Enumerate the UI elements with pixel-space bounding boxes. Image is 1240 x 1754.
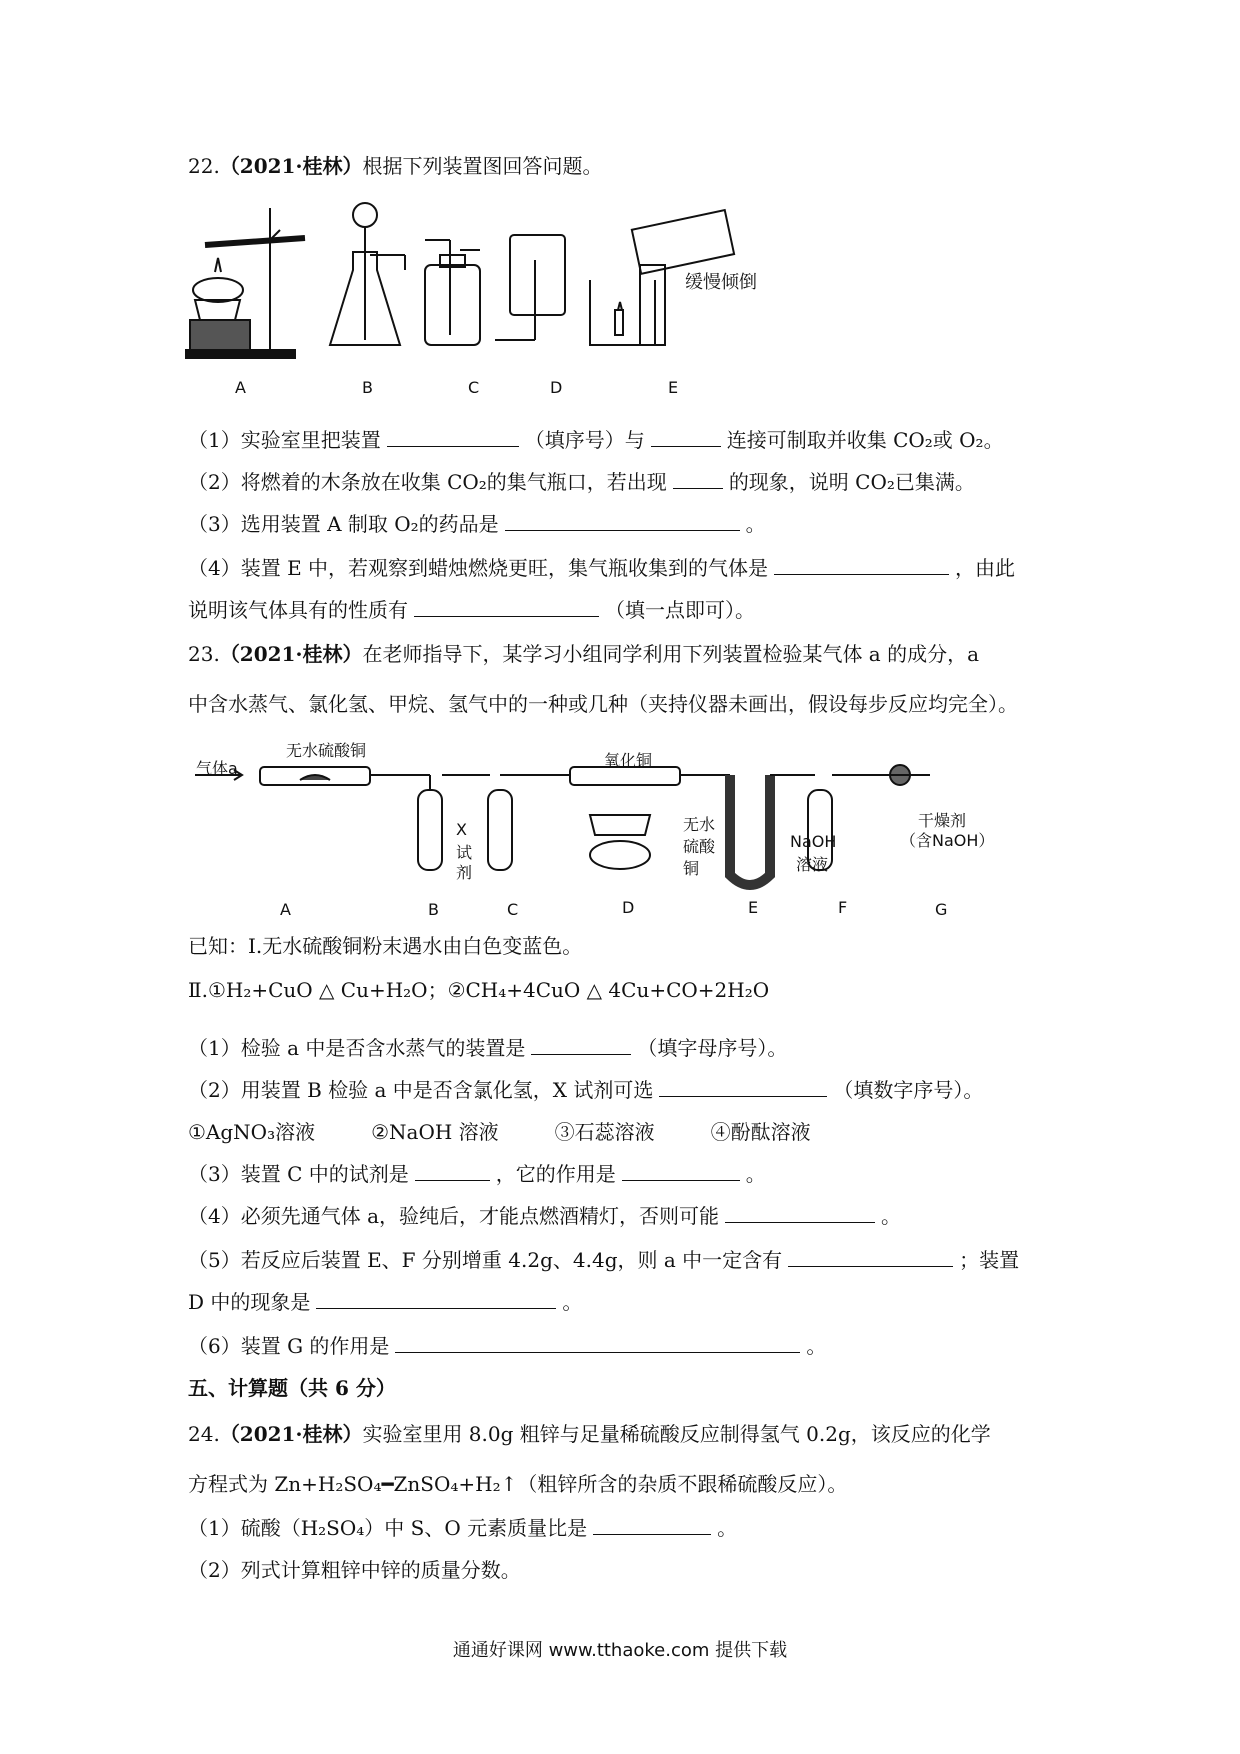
label-e: E [748,898,759,917]
section-heading: 五、计算题（共 6 分） [188,1376,396,1400]
pour-label: 缓慢倾倒 [685,272,757,293]
answer-blank[interactable] [673,468,723,489]
answer-blank[interactable] [316,1288,556,1309]
option-3: ③石蕊溶液 [554,1120,655,1144]
q22-sub3 [188,510,766,538]
app-label-e: E [668,378,679,397]
q23-s6-a: （6）装置 G 的作用是 [188,1334,390,1358]
label-f: F [838,898,848,917]
answer-blank[interactable] [622,1160,740,1181]
q23-s6-b: 。 [806,1334,827,1358]
q23-s4-a: （4）必须先通气体 a，验纯后，才能点燃酒精灯，否则可能 [188,1204,720,1228]
q22-sub4 [188,554,1015,582]
q23-stem [188,640,979,668]
q22-s4-b: ，由此 [955,556,1016,580]
q22-s4-a: （4）装置 E 中，若观察到蜡烛燃烧更旺，集气瓶收集到的气体是 [188,556,769,580]
q22-s2-a: （2）将燃着的木条放在收集 CO₂的集气瓶口，若出现 [188,470,667,494]
apparatus-c [425,240,480,345]
shi-label: 试 [456,843,473,862]
answer-blank[interactable] [505,510,740,531]
answer-blank[interactable] [725,1202,875,1223]
q24-s1-b: 。 [717,1516,738,1540]
q22-stem [188,152,602,180]
q24-stem [188,1420,991,1448]
q23-sub2 [188,1076,983,1104]
answer-blank[interactable] [531,1034,631,1055]
answer-blank[interactable] [774,554,949,575]
e-label3: 铜 [683,859,700,878]
answer-blank[interactable] [387,426,519,447]
option-2: ②NaOH 溶液 [371,1120,499,1144]
label-b: B [428,900,439,919]
q23-s2-b: （填数字序号）。 [833,1078,984,1102]
app-label-a: A [235,378,246,397]
answer-blank[interactable] [593,1514,711,1535]
q23-stem-cont: 中含水蒸气、氯化氢、甲烷、氢气中的一种或几种（夹持仪器未画出，假设每步反应均完全）。 [188,692,1018,716]
q23-source: （2021·桂林） [219,642,363,666]
q23-s5-c: D 中的现象是 [188,1290,311,1314]
answer-blank[interactable] [659,1076,827,1097]
q23-s1-b: （填字母序号）。 [637,1036,788,1060]
cuo-label: 氧化铜 [604,751,653,770]
q23-s1-a: （1）检验 a 中是否含水蒸气的装置是 [188,1036,526,1060]
answer-blank[interactable] [651,426,721,447]
option-1: ①AgNO₃溶液 [188,1120,316,1144]
q22-s4-c: 说明该气体具有的性质有 [188,598,408,622]
apparatus-d [495,235,565,340]
q22-s3-b: 。 [745,512,766,536]
q24-sub1 [188,1514,737,1542]
q23-s5-d: 。 [562,1290,583,1314]
q22-number: 22. [188,154,220,178]
naoh-label1: NaOH [790,832,837,851]
q22-source: （2021·桂林） [219,154,363,178]
q24-stem-cont: 方程式为 Zn+H₂SO₄━ZnSO₄+H₂↑（粗锌所含的杂质不跟稀硫酸反应）。 [188,1472,848,1496]
q23-number: 23. [188,642,220,666]
q23-s4-b: 。 [881,1204,902,1228]
q23-options [188,1118,867,1146]
q22-apparatus-diagram [185,200,825,380]
q23-s3-a: （3）装置 C 中的试剂是 [188,1162,409,1186]
q23-s5-b: ；装置 [959,1248,1020,1272]
label-a: A [280,900,291,919]
q23-sub5-cont [188,1288,582,1316]
label-g: G [935,900,948,919]
u-tube-e [730,775,770,885]
app-label-c: C [468,378,480,397]
tube-c [488,790,512,870]
q24-stem1: 实验室里用 8.0g 粗锌与足量稀硫酸反应制得氢气 0.2g，该反应的化学 [362,1422,991,1446]
apparatus-a [185,208,305,358]
q22-s3-a: （3）选用装置 A 制取 O₂的药品是 [188,512,499,536]
q23-sub5 [188,1246,1019,1274]
page-footer: 通通好课网 www.tthaoke.com 提供下载 [452,1640,788,1661]
answer-blank[interactable] [415,1160,490,1181]
q23-s5-a: （5）若反应后装置 E、F 分别增重 4.2g、4.4g，则 a 中一定含有 [188,1248,783,1272]
q22-stem-text: 根据下列装置图回答问题。 [362,154,603,178]
q22-sub1 [188,426,1004,454]
q23-stem1: 在老师指导下，某学习小组同学利用下列装置检验某气体 a 的成分，a [362,642,980,666]
q23-sub3 [188,1160,766,1188]
q24-source: （2021·桂林） [219,1422,363,1446]
e-label1: 无水 [683,815,716,834]
q22-s1-a: （1）实验室里把装置 [188,428,381,452]
option-4: ④酚酞溶液 [710,1120,811,1144]
e-label2: 硫酸 [683,837,716,856]
app-label-d: D [550,378,563,397]
x-label: X [456,820,467,839]
q22-sub2 [188,468,975,496]
q24-number: 24. [188,1422,220,1446]
q22-sub4-cont [188,596,755,624]
drier-label2: （含NaOH） [900,831,995,850]
ji-label: 剂 [456,863,473,882]
q23-s2-a: （2）用装置 B 检验 a 中是否含氯化氢，X 试剂可选 [188,1078,654,1102]
q23-sub6 [188,1332,826,1360]
q23-sub4 [188,1202,901,1230]
q24-sub2: （2）列式计算粗锌中锌的质量分数。 [188,1558,521,1582]
q23-sub1 [188,1034,787,1062]
q24-s1-a: （1）硫酸（H₂SO₄）中 S、O 元素质量比是 [188,1516,588,1540]
gas-in-label: 气体a [196,759,238,778]
app-label-b: B [362,378,373,397]
q22-s4-d: （填一点即可）。 [605,598,755,622]
label-c: C [507,900,519,919]
q23-s3-b: ，它的作用是 [495,1162,616,1186]
q22-s2-b: 的现象，说明 CO₂已集满。 [728,470,975,494]
q23-s3-c: 。 [745,1162,766,1186]
known-2: Ⅱ.①H₂+CuO △ Cu+H₂O；②CH₄+4CuO △ 4Cu+CO+2H₂O [188,978,770,1002]
answer-blank[interactable] [788,1246,953,1267]
drier-label1: 干燥剂 [918,811,967,830]
cuso4-label: 无水硫酸铜 [286,741,367,760]
answer-blank[interactable] [414,596,599,617]
q22-s1-b: （填序号）与 [524,428,645,452]
q22-s1-c: 连接可制取并收集 CO₂或 O₂。 [726,428,1004,452]
label-d: D [622,898,635,917]
tube-b [418,790,442,870]
known-1: 已知：Ⅰ.无水硫酸铜粉末遇水由白色变蓝色。 [188,934,583,958]
answer-blank[interactable] [395,1332,800,1353]
naoh-label2: 溶液 [796,855,829,874]
apparatus-b [330,203,405,345]
